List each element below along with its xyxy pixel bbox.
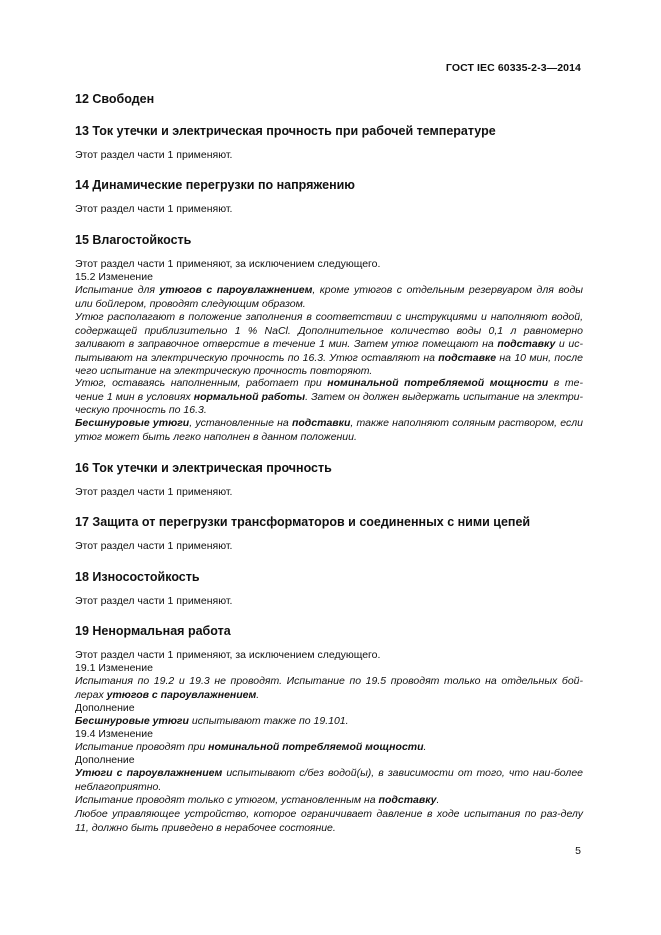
section-19-paragraph-2: Бесшнуровые утюги испытывают также по 19.101. [75, 715, 349, 727]
section-19-paragraph-5: Испытание проводят только с утюгом, установленным на подставку. [75, 794, 440, 806]
section-19-title: 19 Ненормальная работа [75, 624, 231, 638]
section-14-text: Этот раздел части 1 применяют. [75, 203, 233, 215]
page-number: 5 [575, 845, 581, 857]
term-steam-irons: утюгов с пароувлажнением [159, 284, 313, 296]
section-19-4-heading: 19.4 Изменение [75, 728, 153, 740]
standard-code: ГОСТ IEC 60335-2-3—2014 [445, 62, 581, 74]
section-19-intro: Этот раздел части 1 применяют, за исключением следующего. [75, 649, 381, 661]
section-15-paragraph-1: Испытание для утюгов с пароувлажнением, кроме утюгов с отдельным резервуаром для воды или бойлером, проводят следующим образом. [75, 284, 583, 310]
term-cordless-irons: Бесшнуровые утюги [75, 715, 189, 727]
section-15-2-heading: 15.2 Изменение [75, 271, 153, 283]
term-stand: подставку [378, 794, 437, 806]
term-stand: подставке [438, 351, 497, 364]
section-19-paragraph-4: Утюги с пароувлажнением испытывают с/без водой(ы), в зависимости от того, что наи-более неблагоприятно. [75, 767, 583, 793]
addition-label-2: Дополнение [75, 754, 135, 766]
section-15-title: 15 Влагостойкость [75, 233, 192, 247]
section-16-title: 16 Ток утечки и электрическая прочность [75, 461, 332, 475]
section-13-text: Этот раздел части 1 применяют. [75, 149, 233, 161]
section-14-title: 14 Динамические перегрузки по напряжению [75, 178, 355, 192]
section-19-paragraph-6: Любое управляющее устройство, которое ограничивает давление в ходе испытания по раз-делу 11, должно быть приведено в нерабочее состояние. [75, 808, 583, 834]
section-15-paragraph-3: Утюг, оставаясь наполненным, работает при номинальной потребляемой мощности в те-чение 1 мин в условиях нормальной работы. Затем он должен выдержать испытание на электри-ческую прочность по 16.3. [75, 377, 583, 417]
term-steam-irons: Утюги с пароувлажнением [75, 767, 223, 779]
section-19-paragraph-3: Испытание проводят при номинальной потребляемой мощности. [75, 741, 427, 753]
section-17-title: 17 Защита от перегрузки трансформаторов и соединенных с ними цепей [75, 515, 531, 529]
section-15-paragraph-4: Бесшнуровые утюги, установленные на подставки, также наполняют соляным раствором, если утюг может быть легко наполнен в данном положении. [75, 417, 583, 443]
addition-label-1: Дополнение [75, 702, 135, 714]
section-19-paragraph-1: Испытания по 19.2 и 19.3 не проводят. Испытание по 19.5 проводят только на отдельных бой-лерах утюгов с пароувлажнением. [75, 675, 583, 701]
section-18-title: 18 Износостойкость [75, 570, 200, 584]
section-16-text: Этот раздел части 1 применяют. [75, 486, 233, 498]
term-rated-power-input: номинальной потребляемой мощности [327, 377, 549, 389]
section-15-intro: Этот раздел части 1 применяют, за исключением следующего. [75, 258, 381, 270]
term-steam-irons: утюгов с пароувлажнением [106, 688, 257, 701]
term-stands: подставки [291, 417, 351, 429]
section-13-title: 13 Ток утечки и электрическая прочность при рабочей температуре [75, 124, 496, 138]
section-18-text: Этот раздел части 1 применяют. [75, 595, 233, 607]
section-19-1-heading: 19.1 Изменение [75, 662, 153, 674]
term-cordless-irons: Бесшнуровые утюги [75, 417, 190, 429]
term-normal-operation: нормальной работы [193, 390, 306, 403]
term-rated-power-input: номинальной потребляемой мощности [208, 741, 424, 753]
section-15-paragraph-2: Утюг располагают в положение заполнения в соответствии с инструкциями и наполняют водой, содержащей приблизительно 1 % NaCl. Дополнительное количество воды 0,1 л равномерно заливают в заправочное отверстие в течение 1 мин. Затем утюг помещают на подставку и ис-пытывают на электрическую прочность по 16.3. Утюг оставляют на подставке на 10 мин, после чего испытание на электрическую прочность повторяют. [75, 311, 583, 378]
section-17-text: Этот раздел части 1 применяют. [75, 540, 233, 552]
section-12-title: 12 Свободен [75, 92, 155, 106]
term-stand: подставку [497, 338, 556, 351]
